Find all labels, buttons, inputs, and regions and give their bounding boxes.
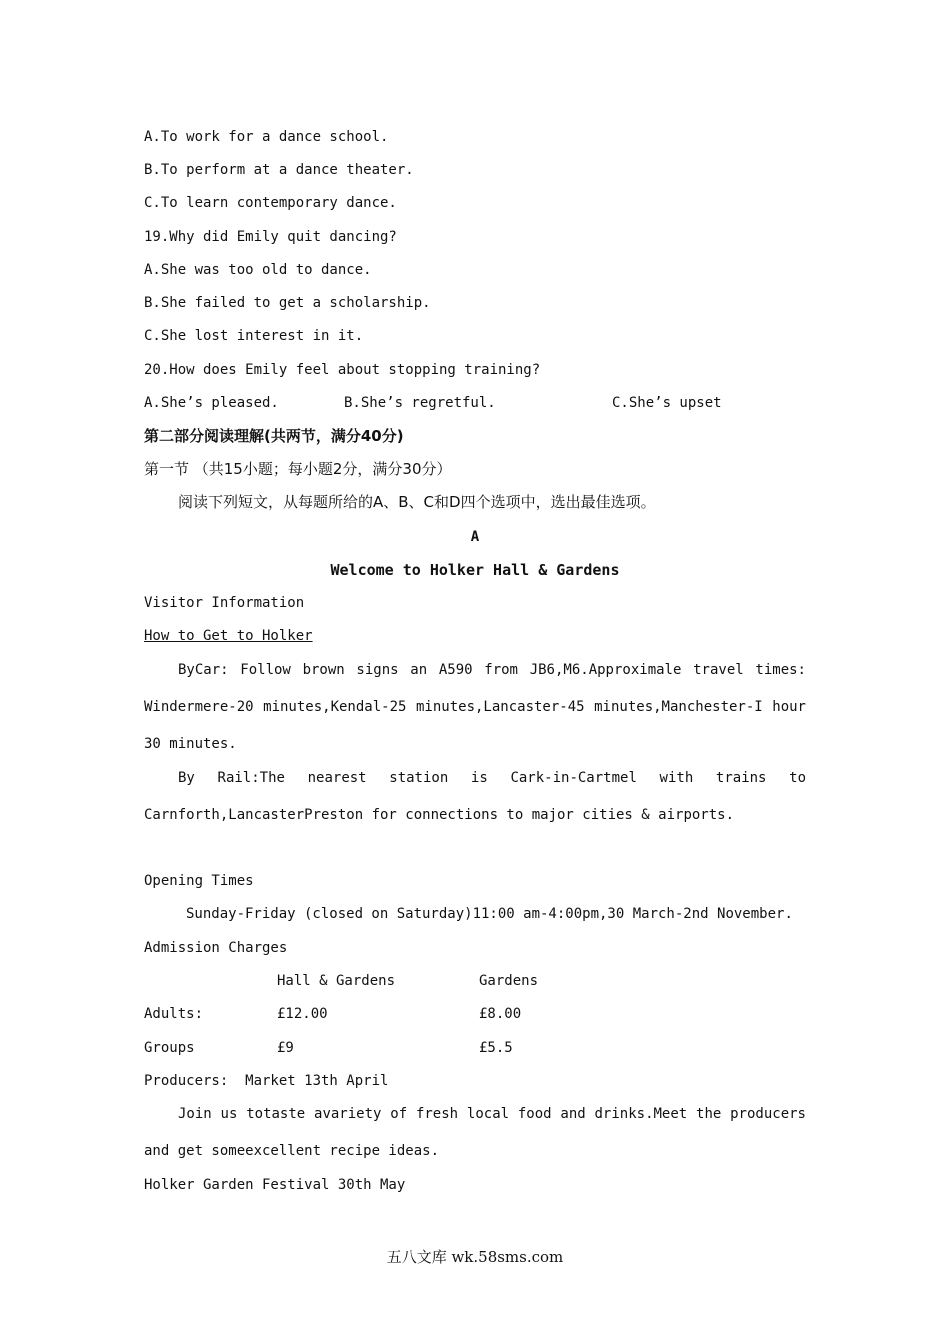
- q19-option-b: B.She failed to get a scholarship.: [144, 295, 431, 311]
- q19-option-a: A.She was too old to dance.: [144, 262, 372, 278]
- table-row-label: Groups: [144, 1040, 195, 1056]
- by-car-line-2: Windermere-20 minutes,Kendal-25 minutes,Lancaster-45 minutes,Manchester-I hour: [144, 699, 806, 715]
- table-row-label: Adults:: [144, 1006, 204, 1022]
- section1-heading: 第一节 （共15小题；每小题2分，满分30分）: [144, 460, 452, 478]
- passage-letter: A: [470, 529, 480, 545]
- by-car-line-1: ByCar: Follow brown signs an A590 from JB6,M6.Approximale travel times:: [178, 662, 806, 678]
- opening-times-heading: Opening Times: [144, 873, 254, 889]
- q19-question: 19.Why did Emily quit dancing?: [144, 229, 397, 245]
- admission-heading: Admission Charges: [144, 940, 288, 956]
- visitor-information-heading: Visitor Information: [144, 595, 305, 611]
- by-rail-line-1: By Rail:The nearest station is Cark-in-Cartmel with trains to: [178, 770, 806, 786]
- table-cell-price: £8.00: [479, 1006, 522, 1022]
- producers-line-2: and get someexcellent recipe ideas.: [144, 1143, 440, 1159]
- q20-question: 20.How does Emily feel about stopping training?: [144, 362, 541, 378]
- page-footer: 五八文库 wk.58sms.com: [386, 1248, 564, 1266]
- table-cell-price: £5.5: [479, 1040, 513, 1056]
- producers-line-1: Join us totaste avariety of fresh local food and drinks.Meet the producers: [178, 1106, 806, 1122]
- q18-option-b: B.To perform at a dance theater.: [144, 162, 414, 178]
- producers-heading: Producers: Market 13th April: [144, 1073, 389, 1089]
- festival-heading: Holker Garden Festival 30th May: [144, 1177, 406, 1193]
- opening-times-detail: Sunday-Friday (closed on Saturday)11:00 am-4:00pm,30 March-2nd November.: [186, 906, 793, 922]
- q18-option-c: C.To learn contemporary dance.: [144, 195, 397, 211]
- q20-option-a: A.She’s pleased.: [144, 395, 279, 411]
- q20-option-c: C.She’s upset: [612, 395, 722, 411]
- q20-option-b: B.She’s regretful.: [344, 395, 496, 411]
- q19-option-c: C.She lost interest in it.: [144, 328, 364, 344]
- by-rail-line-2: Carnforth,LancasterPreston for connections to major cities & airports.: [144, 807, 735, 823]
- table-header-gardens: Gardens: [479, 973, 539, 989]
- table-header-hall-gardens: Hall & Gardens: [277, 973, 396, 989]
- by-car-line-3: 30 minutes.: [144, 736, 237, 752]
- part2-heading: 第二部分阅读理解(共两节，满分40分): [144, 427, 404, 445]
- table-cell-price: £9: [277, 1040, 294, 1056]
- table-cell-price: £12.00: [277, 1006, 328, 1022]
- q18-option-a: A.To work for a dance school.: [144, 129, 389, 145]
- passage-title: Welcome to Holker Hall & Gardens: [330, 561, 620, 579]
- how-to-get-heading: How to Get to Holker: [144, 628, 313, 644]
- instruction: 阅读下列短文，从每题所给的A、B、C和D四个选项中，选出最佳选项。: [178, 493, 656, 511]
